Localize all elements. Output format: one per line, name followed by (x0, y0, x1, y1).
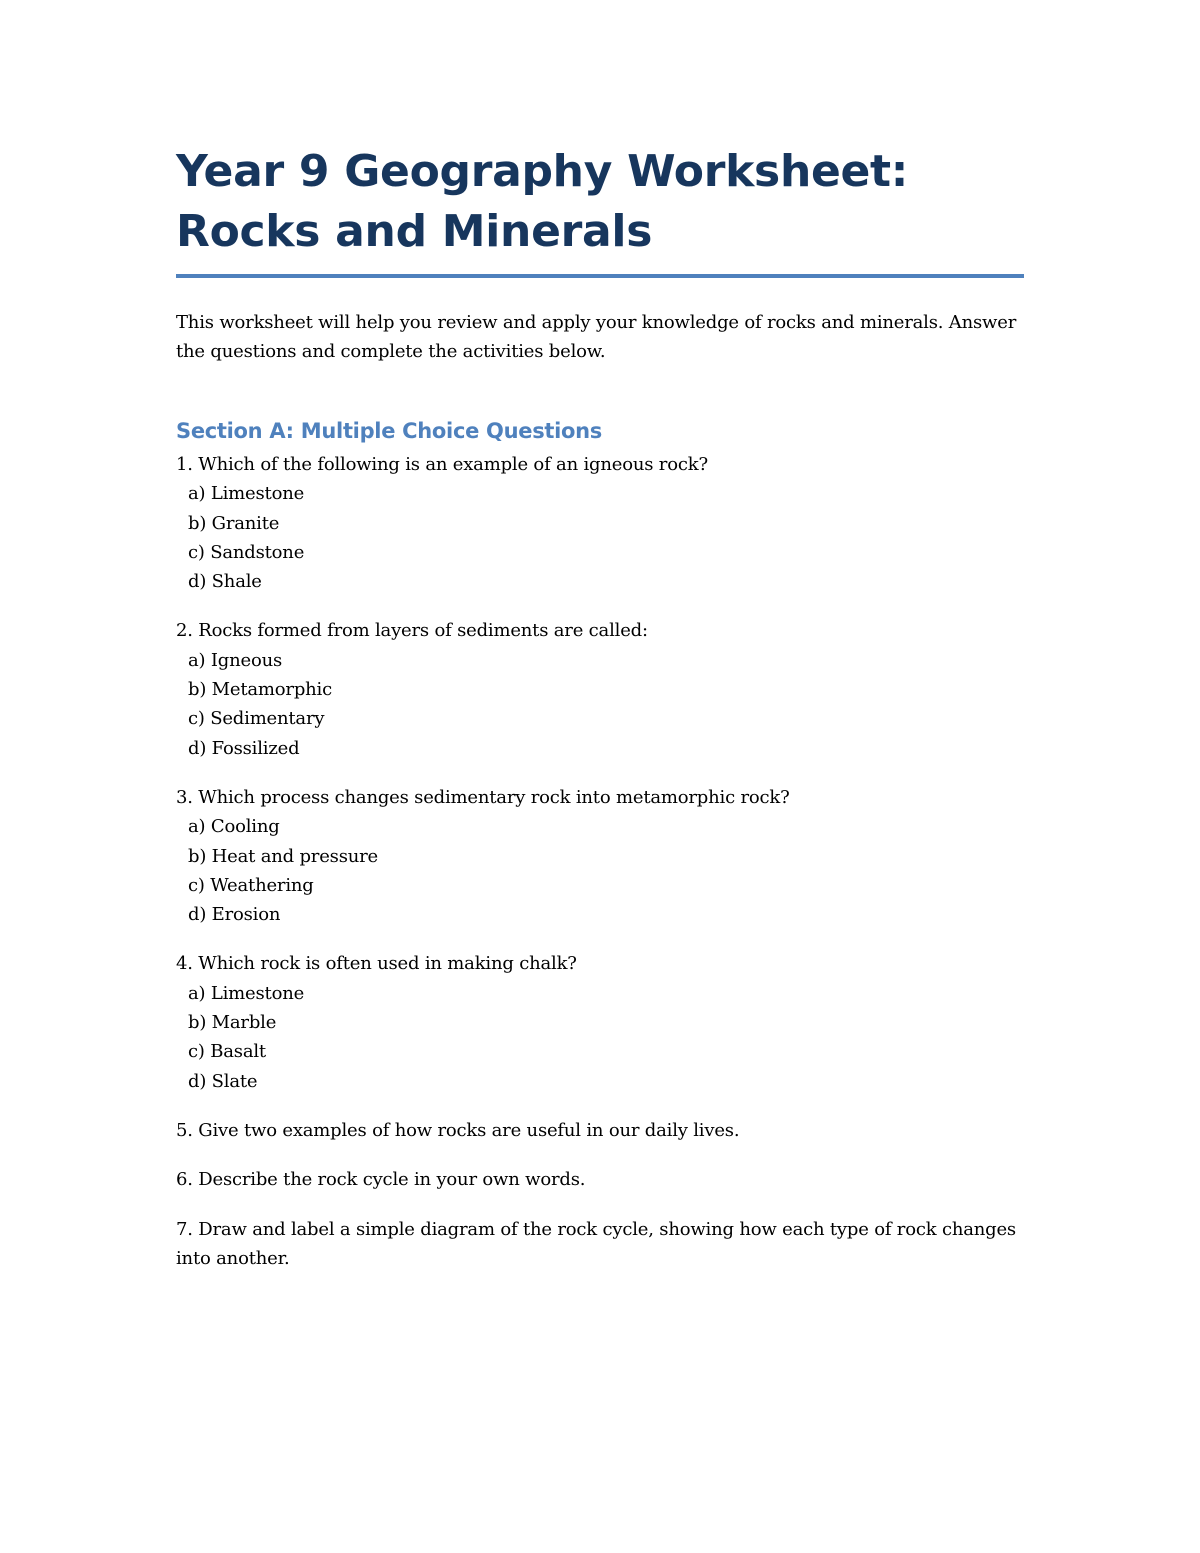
option-c: c) Sandstone (188, 541, 305, 563)
question-text: 6. Describe the rock cycle in your own words. (176, 1169, 586, 1191)
question-5 (176, 1116, 1024, 1145)
option-c: c) Sedimentary (188, 708, 325, 730)
question-7 (176, 1215, 1024, 1274)
question-1 (176, 450, 1024, 596)
option-d: d) Erosion (188, 904, 281, 926)
title-underline (176, 274, 1024, 278)
option-list (176, 646, 1024, 763)
option-list (176, 479, 1024, 596)
option-a: a) Limestone (188, 483, 305, 505)
intro-paragraph: This worksheet will help you review and apply your knowledge of rocks and minerals. Answer the questions and complete the activities below. (176, 312, 1017, 362)
option-c: c) Basalt (188, 1041, 266, 1063)
question-text: 3. Which process changes sedimentary rock into metamorphic rock? (176, 786, 790, 808)
option-d: d) Fossilized (188, 737, 300, 759)
question-text: 1. Which of the following is an example of an igneous rock? (176, 454, 708, 475)
option-a: a) Igneous (188, 649, 283, 671)
option-d: d) Slate (188, 1070, 258, 1092)
question-text: 2. Rocks formed from layers of sediments are called: (176, 620, 648, 642)
option-a: a) Limestone (188, 982, 305, 1004)
option-b: b) Marble (188, 1012, 277, 1034)
option-list (176, 812, 1024, 929)
section-heading: Section A: Multiple Choice Questions (176, 419, 603, 443)
page-content (176, 142, 1024, 1273)
question-6 (176, 1165, 1024, 1194)
option-b: b) Metamorphic (188, 679, 332, 701)
option-b: b) Heat and pressure (188, 845, 378, 867)
option-d: d) Shale (188, 571, 262, 593)
option-c: c) Weathering (188, 874, 314, 896)
question-text: 5. Give two examples of how rocks are useful in our daily lives. (176, 1119, 740, 1141)
question-text: 7. Draw and label a simple diagram of the rock cycle, showing how each type of rock changes into another. (176, 1218, 1016, 1269)
page-title: Year 9 Geography Worksheet: Rocks and Minerals (176, 146, 909, 257)
option-b: b) Granite (188, 512, 280, 534)
section-a (176, 416, 1024, 1273)
question-4 (176, 949, 1024, 1095)
question-3 (176, 783, 1024, 929)
option-a: a) Cooling (188, 816, 280, 838)
question-text: 4. Which rock is often used in making chalk? (176, 953, 577, 975)
question-2 (176, 616, 1024, 762)
option-list (176, 979, 1024, 1096)
